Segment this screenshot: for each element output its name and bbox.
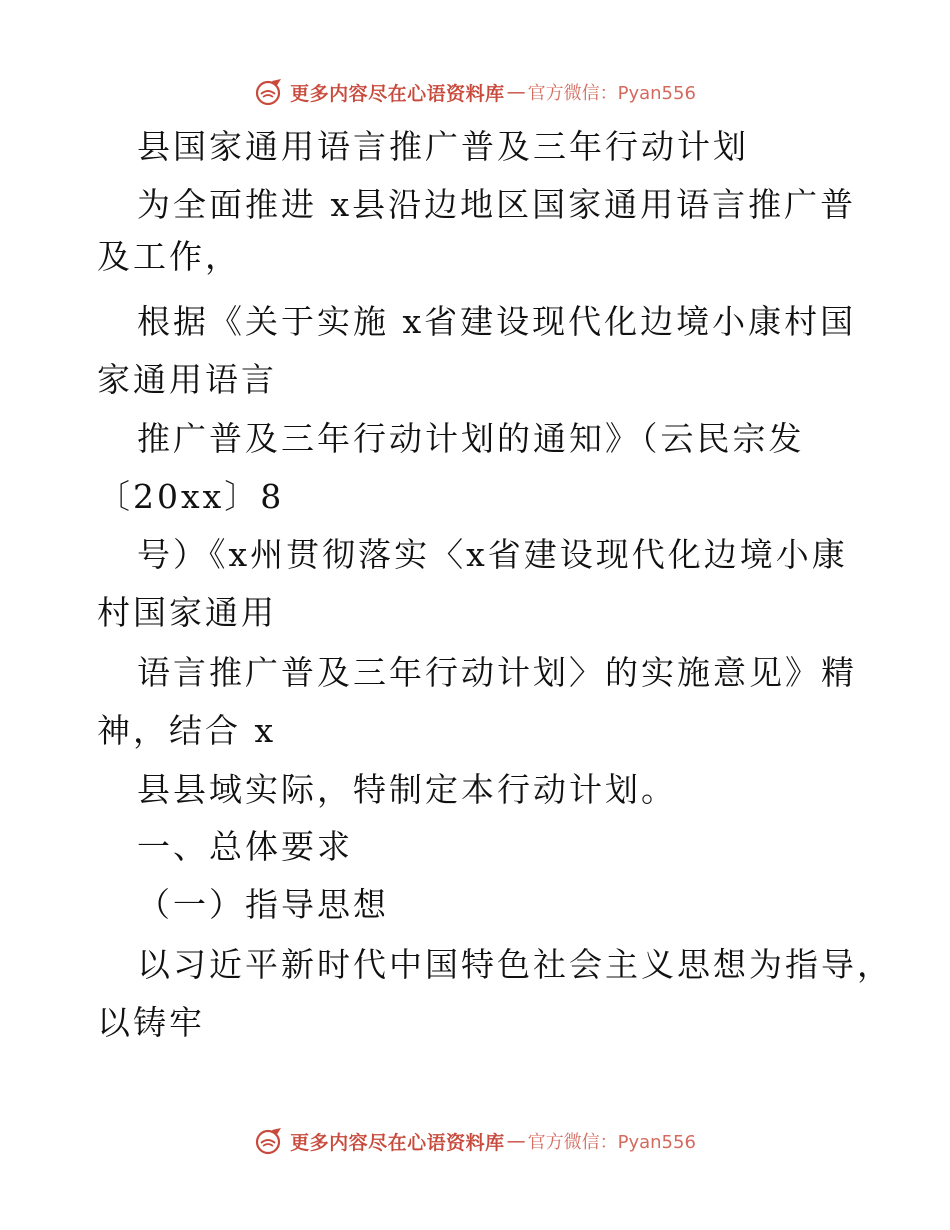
watermark-dash: — [506,81,526,103]
paragraph-line: 以铸牢 [97,1003,205,1042]
paragraph-line: 县县域实际，特制定本行动计划。 [137,770,677,809]
paragraph-line: 以习近平新时代中国特色社会主义思想为指导， [137,945,893,984]
paragraph-line: 及工作， [97,237,241,276]
paragraph-line: 神，结合 x [97,711,277,750]
footer-watermark [0,1121,950,1161]
book-pen-logo-icon [254,77,284,107]
section-heading: 一、总体要求 [137,827,353,866]
watermark-wechat: 官方微信：Pyan556 [527,83,696,104]
watermark-wechat: 官方微信：Pyan556 [527,1132,696,1153]
paragraph-line: 为全面推进 x县沿边地区国家通用语言推广普 [137,185,857,224]
watermark-dash: — [506,1130,526,1152]
watermark-text: 更多内容尽在心语资料库 [290,1131,505,1154]
book-pen-logo-icon [254,1126,284,1156]
paragraph-line: 语言推广普及三年行动计划〉的实施意见》精 [137,653,857,692]
watermark-text: 更多内容尽在心语资料库 [290,82,505,105]
paragraph-line: 根据《关于实施 x省建设现代化边境小康村国 [137,302,857,341]
paragraph-line: 〔20xx〕8 [97,477,285,516]
paragraph-line: 村国家通用 [97,593,277,632]
paragraph-line: 号）《x州贯彻落实〈x省建设现代化边境小康 [137,535,848,574]
paragraph-line: 推广普及三年行动计划的通知》（云民宗发 [137,419,805,458]
document-title: 县国家通用语言推广普及三年行动计划 [137,127,749,166]
header-watermark [0,72,950,112]
subsection-heading: （一）指导思想 [137,885,389,924]
paragraph-line: 家通用语言 [97,360,277,399]
